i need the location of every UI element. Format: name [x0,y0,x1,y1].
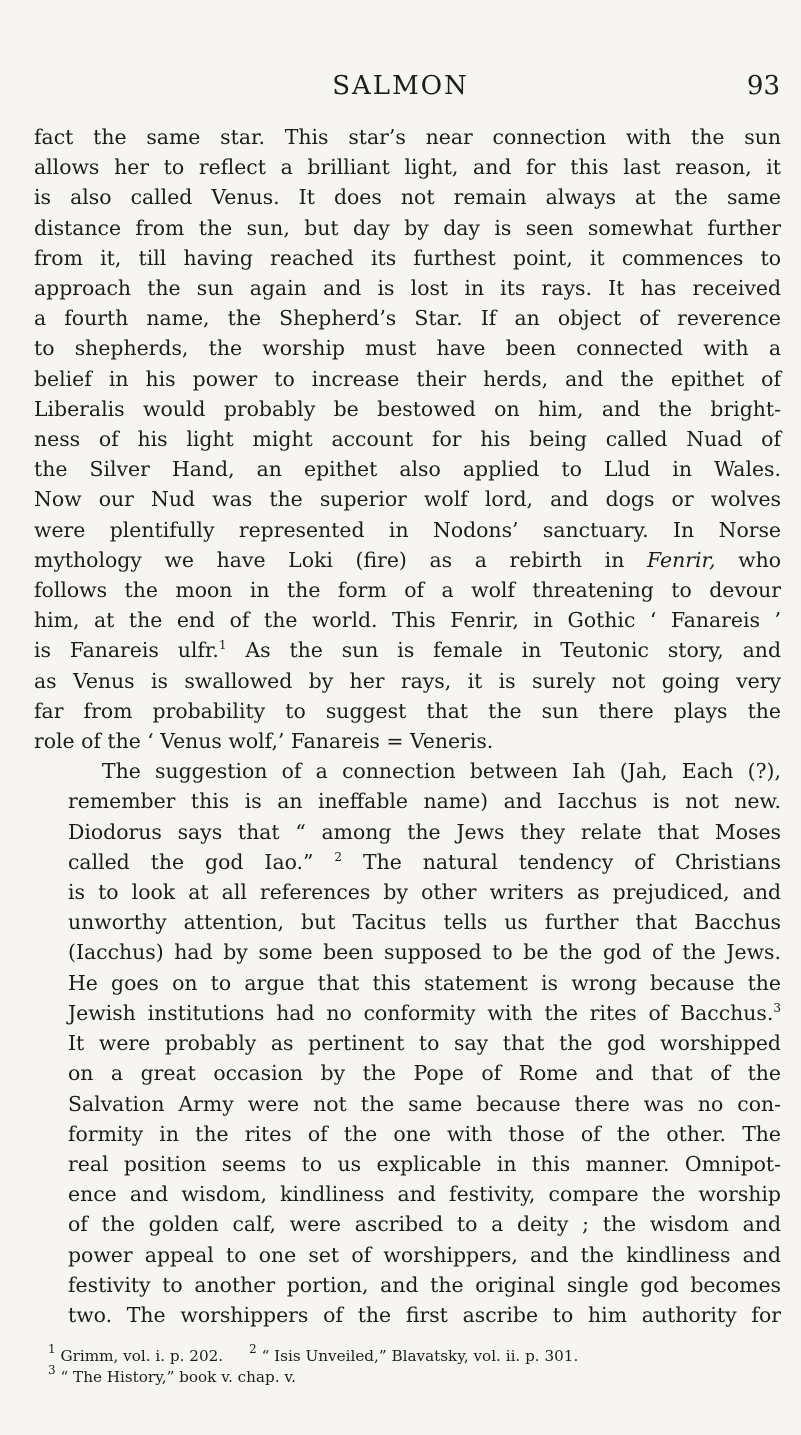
running-title: SALMON [332,71,469,101]
text-line: a fourth name, the Shepherd’s Star. If an object of reverence [34,306,781,331]
text-line: ence and wisdom, kindliness and festivity, compare the worship [68,1182,781,1207]
text-line: remember this is an ineffable name) and Iacchus is not new. [68,789,781,814]
text-line: is also called Venus. It does not remain always at the same [34,185,781,210]
text-line: two. The worshippers of the first ascribe to him authority for [68,1302,781,1327]
text-line: festivity to another portion, and the original single god becomes [68,1272,781,1297]
text-segment: mythology we have Loki (fire) as a rebirth in [34,547,647,572]
footnote-3: “ The History,” book v. chap. v. [60,1368,296,1386]
text-line: from it, till having reached its furthest point, it commences to [34,245,781,270]
text-line: ness of his light might account for his being called Nuad of [34,427,781,452]
text-segment: who [715,547,781,572]
footnote-ref-3: 3 [773,1000,781,1015]
text-line: power appeal to one set of worshippers, and the kindliness and [68,1242,781,1267]
text-line: as Venus is swallowed by her rays, it is surely not going very [34,668,781,693]
text-line: role of the ‘ Venus wolf,’ Fanareis = Veneris. [34,729,494,754]
text-line: He goes on to argue that this statement is wrong because the [68,970,781,995]
text-line [34,545,781,575]
text-segment: The natural tendency of Christians [342,849,782,874]
text-line: the Silver Hand, an epithet also applied to Llud in Wales. [34,457,781,482]
text-segment: called the god Iao.” [68,849,335,874]
text-line: distance from the sun, but day by day is seen somewhat further [34,215,781,240]
text-segment: As the sun is female in Teutonic story, and [226,638,781,663]
text-line: Now our Nud was the superior wolf lord, and dogs or wolves [34,487,781,512]
footnote-line [48,1342,768,1367]
text-line: on a great occasion by the Pope of Rome and that of the [68,1061,781,1086]
footnote-line [48,1363,768,1388]
footnote-mark-1: 1 [48,1342,56,1356]
text-line [34,847,781,877]
text-line: of the golden calf, were ascribed to a deity ; the wisdom and [68,1212,781,1237]
footnotes [48,1342,768,1388]
text-line: far from probability to suggest that the sun there plays the [34,698,781,723]
text-line: approach the sun again and is lost in its rays. It has received [34,276,781,301]
footnote-ref-2: 2 [334,849,343,864]
footnote-mark-3: 3 [48,1363,56,1377]
text-line: Liberalis would probably be bestowed on him, and the bright- [34,396,781,421]
footnote-1: Grimm, vol. i. p. 202. [60,1347,224,1365]
text-segment: is Fanareis ulfr. [34,638,219,663]
text-line: allows her to reflect a brilliant light, and for this last reason, it [34,155,781,180]
footnote-2: “ Isis Unveiled,” Blavatsky, vol. ii. p. 301. [261,1347,579,1365]
running-head [0,70,801,102]
paragraph-2 [34,756,781,1330]
footnote-ref-1: 1 [218,638,227,653]
text-line: The suggestion of a connection between Iah (Jah, Each (?), [102,759,781,784]
text-line: It were probably as pertinent to say that the god worshipped [68,1031,781,1056]
text-line [34,998,781,1028]
page-number: 93 [746,71,780,101]
text-line: belief in his power to increase their herds, and the epithet of [34,366,781,391]
text-line: (Iacchus) had by some been supposed to be the god of the Jews. [68,940,781,965]
text-line: him, at the end of the world. This Fenrir, in Gothic ‘ Fanareis ’ [34,608,781,633]
text-segment: Jewish institutions had no conformity with the rites of Bacchus. [68,1000,774,1025]
text-line: formity in the rites of the one with those of the other. The [68,1121,781,1146]
text-line: unworthy attention, but Tacitus tells us further that Bacchus [68,910,781,935]
footnote-mark-2: 2 [249,1342,257,1356]
text-line [34,635,781,665]
italic-term: Fenrir, [646,547,716,572]
text-line: Diodorus says that “ among the Jews they relate that Moses [68,819,781,844]
text-line: were plentifully represented in Nodons’ sanctuary. In Norse [34,517,781,542]
text-line: to shepherds, the worship must have been connected with a [34,336,781,361]
paragraph-1 [34,122,781,756]
text-line: fact the same star. This star’s near connection with the sun [34,125,781,149]
text-line: follows the moon in the form of a wolf threatening to devour [34,578,781,603]
text-line: Salvation Army were not the same because there was no con- [68,1091,781,1116]
text-line: real position seems to us explicable in this manner. Omnipot- [68,1151,781,1176]
text-line: is to look at all references by other writers as prejudiced, and [68,880,781,905]
body-text [34,122,781,1330]
